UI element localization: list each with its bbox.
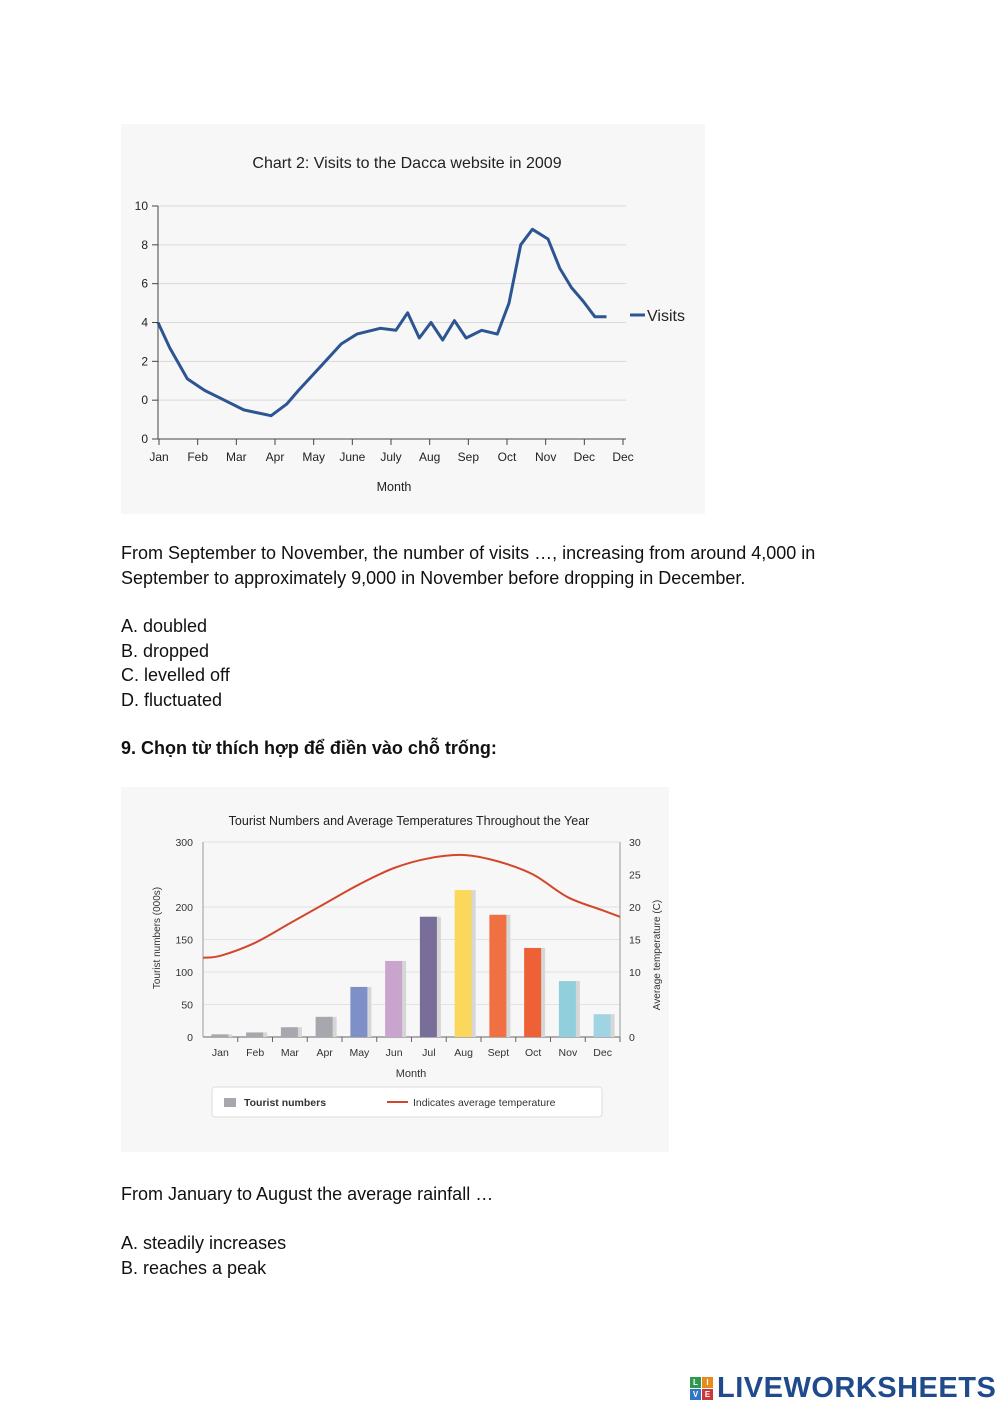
x-tick-label: Feb — [187, 450, 209, 464]
question-8-text: From September to November, the number of visits …, increasing from around 4,000 in September to approximately 9,000 in November before dropping in December. — [121, 543, 816, 588]
chart-title: Chart 2: Visits to the Dacca website in 2009 — [252, 155, 562, 172]
y-tick-label: 200 — [175, 902, 193, 914]
legend-bar-swatch — [224, 1098, 236, 1107]
y-tick-label: 0 — [187, 1032, 193, 1044]
y-axis-label-right: Average temperature (C) — [652, 899, 663, 1011]
x-tick-label: Apr — [316, 1047, 333, 1059]
x-tick-label: June — [339, 450, 366, 464]
question-9-options — [121, 1231, 286, 1280]
legend-bar-label: Tourist numbers — [244, 1097, 327, 1109]
y2-tick-label: 15 — [629, 934, 641, 947]
bar — [281, 1027, 298, 1037]
x-tick-label: Dec — [593, 1047, 612, 1059]
option-b: B. reaches a peak — [121, 1257, 267, 1278]
x-tick-label: Feb — [246, 1047, 265, 1059]
y-tick-label: 0 — [141, 432, 148, 446]
y-tick-label: 100 — [175, 967, 193, 979]
x-tick-label: Nov — [534, 450, 557, 464]
y2-tick-label: 10 — [629, 967, 641, 979]
tourist-combo-chart — [121, 787, 669, 1152]
y-tick-label: 300 — [175, 837, 193, 849]
bar — [420, 917, 437, 1037]
x-tick-label: Oct — [524, 1047, 542, 1059]
x-tick-label: May — [302, 450, 326, 464]
bar — [246, 1032, 263, 1037]
logo-letter: I — [702, 1377, 713, 1388]
y2-tick-label: 0 — [629, 1032, 635, 1044]
question-9-text: From January to August the average rainfall … — [121, 1184, 494, 1204]
y-tick-label: 0 — [141, 393, 148, 408]
y-tick-label: 4 — [141, 315, 148, 330]
x-tick-label: Nov — [558, 1047, 578, 1059]
bar — [524, 948, 541, 1037]
bar — [350, 987, 367, 1037]
x-tick-label: Aug — [418, 450, 441, 464]
x-tick-label: Sep — [457, 450, 480, 464]
logo-letter: E — [702, 1389, 713, 1400]
y-tick-label: 6 — [141, 276, 148, 291]
question-9-heading: 9. Chọn từ thích hợp để điền vào chỗ trống: — [121, 738, 497, 758]
option-c: C. levelled off — [121, 665, 230, 685]
bar — [385, 961, 402, 1037]
x-tick-label: Mar — [225, 450, 247, 464]
y2-tick-label: 30 — [629, 837, 641, 849]
question-8-options — [121, 614, 230, 712]
tourist-chart-svg — [121, 787, 669, 1152]
y2-tick-label: 20 — [629, 902, 641, 914]
bar — [559, 981, 576, 1037]
visits-chart-svg — [121, 124, 705, 514]
x-axis-label: Month — [376, 480, 412, 494]
bar — [594, 1014, 611, 1037]
bar — [211, 1034, 228, 1037]
logo-letter: L — [690, 1377, 701, 1388]
x-tick-label: Jul — [422, 1047, 436, 1059]
y-tick-label: 2 — [141, 354, 148, 369]
chart-title: Tourist Numbers and Average Temperatures Throughout the Year — [228, 814, 590, 828]
x-tick-label: Jan — [211, 1047, 229, 1059]
x-tick-label: Dec — [573, 450, 596, 464]
y2-tick-label: 25 — [629, 869, 641, 882]
visits-line-chart — [121, 124, 705, 514]
x-tick-label: Jan — [149, 450, 169, 464]
x-tick-label: Oct — [497, 450, 517, 464]
bar — [316, 1017, 333, 1037]
bar — [455, 890, 472, 1037]
logo-text: LIVEWORKSHEETS — [717, 1371, 997, 1404]
y-tick-label: 10 — [134, 199, 148, 213]
logo-icon — [690, 1377, 713, 1400]
temperature-line — [203, 855, 620, 958]
x-tick-label: Dec — [612, 450, 634, 464]
x-tick-label: July — [380, 450, 402, 464]
x-tick-label: Jun — [385, 1047, 403, 1059]
x-tick-label: May — [349, 1047, 370, 1059]
liveworksheets-logo — [690, 1372, 996, 1404]
x-tick-label: Apr — [265, 450, 285, 464]
x-tick-label: Sept — [487, 1047, 510, 1059]
logo-letter: V — [690, 1389, 701, 1400]
option-a: A. steadily increases — [121, 1233, 287, 1253]
legend-label: Visits — [647, 308, 685, 325]
y-axis-label-left: Tourist numbers (000s) — [152, 886, 163, 990]
y-tick-label: 150 — [175, 934, 193, 947]
option-a: A. doubled — [121, 616, 208, 636]
y-tick-label: 8 — [141, 237, 148, 252]
bar — [489, 915, 506, 1037]
option-d: D. fluctuated — [121, 689, 223, 710]
x-tick-label: Aug — [454, 1047, 473, 1059]
x-axis-label: Month — [395, 1068, 427, 1080]
legend-line-label: Indicates average temperature — [413, 1097, 556, 1109]
y-tick-label: 50 — [181, 999, 193, 1012]
x-tick-label: Mar — [280, 1047, 299, 1059]
option-b: B. dropped — [121, 640, 210, 661]
